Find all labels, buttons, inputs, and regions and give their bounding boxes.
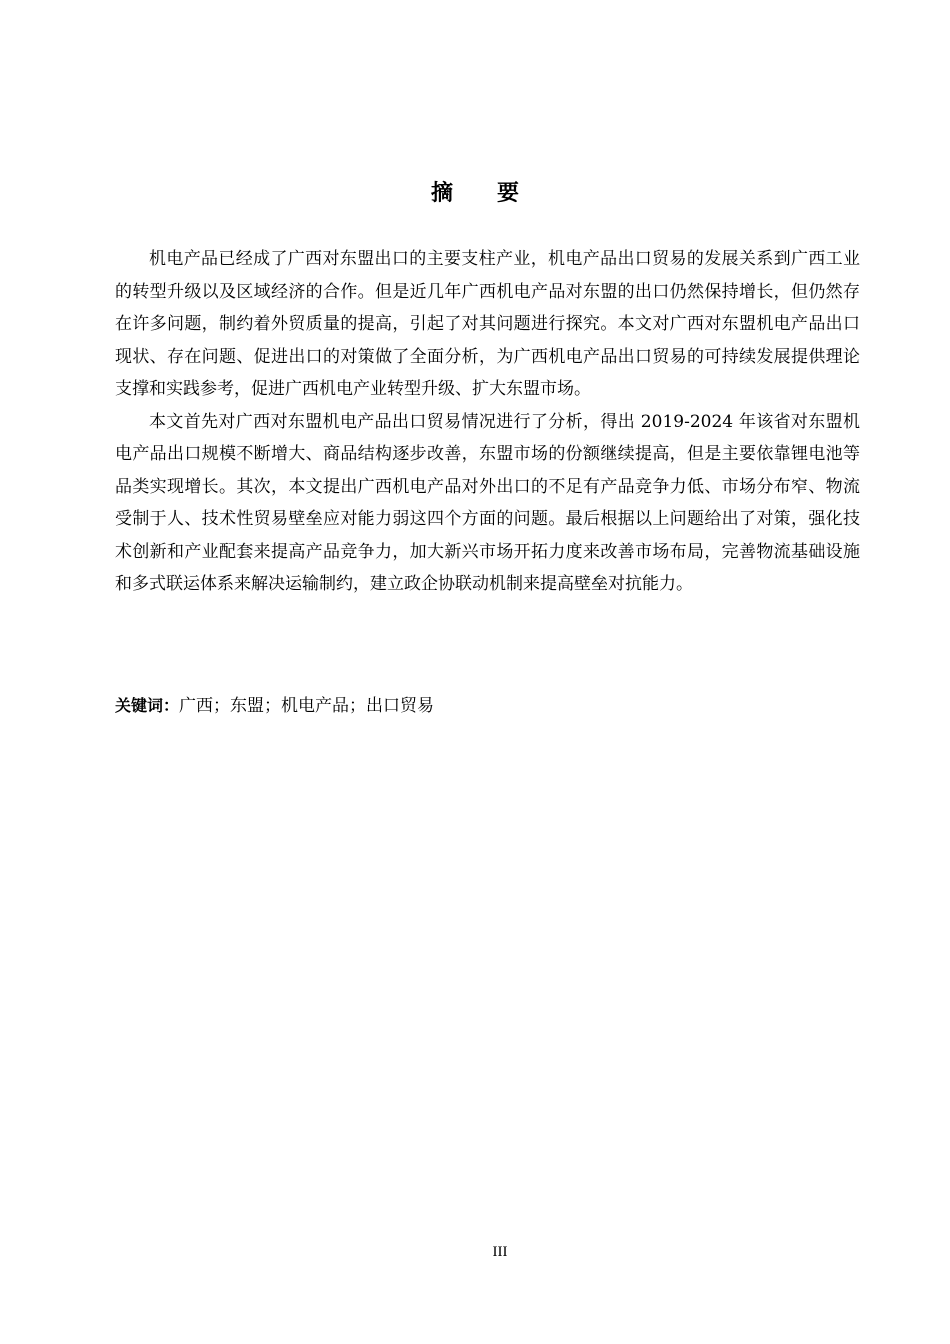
keywords-label: 关键词：	[115, 696, 180, 715]
abstract-paragraph-1: 机电产品已经成了广西对东盟出口的主要支柱产业，机电产品出口贸易的发展关系到广西工业的转型升级以及区域经济的合作。但是近几年广西机电产品对东盟的出口仍然保持增长，但仍然存在许多问题，制约着外贸质量的提高，引起了对其问题进行探究。本文对广西对东盟机电产品出口现状、存在问题、促进出口的对策做了全面分析，为广西机电产品出口贸易的可持续发展提供理论支撑和实践参考，促进广西机电产业转型升级、扩大东盟市场。	[115, 249, 860, 399]
abstract-title	[0, 178, 950, 210]
page-number: III	[492, 1244, 508, 1260]
abstract-title-char-2: 要	[497, 181, 520, 206]
abstract-title-char-1: 摘	[430, 181, 453, 206]
abstract-body	[115, 243, 860, 601]
abstract-paragraph-2: 本文首先对广西对东盟机电产品出口贸易情况进行了分析，得出 2019-2024 年该省对东盟机电产品出口规模不断增大、商品结构逐步改善，东盟市场的份额继续提高，但是主要依靠锂电池等品类实现增长。其次，本文提出广西机电产品对外出口的不足有产品竞争力低、市场分布窄、物流受制于人、技术性贸易壁垒应对能力弱这四个方面的问题。最后根据以上问题给出了对策，强化技术创新和产业配套来提高产品竞争力，加大新兴市场开拓力度来改善市场布局，完善物流基础设施和多式联运体系来解决运输制约，建立政企协联动机制来提高壁垒对抗能力。	[115, 411, 860, 594]
keywords-text: 广西；东盟；机电产品；出口贸易	[179, 696, 435, 716]
keywords-line	[115, 690, 860, 722]
